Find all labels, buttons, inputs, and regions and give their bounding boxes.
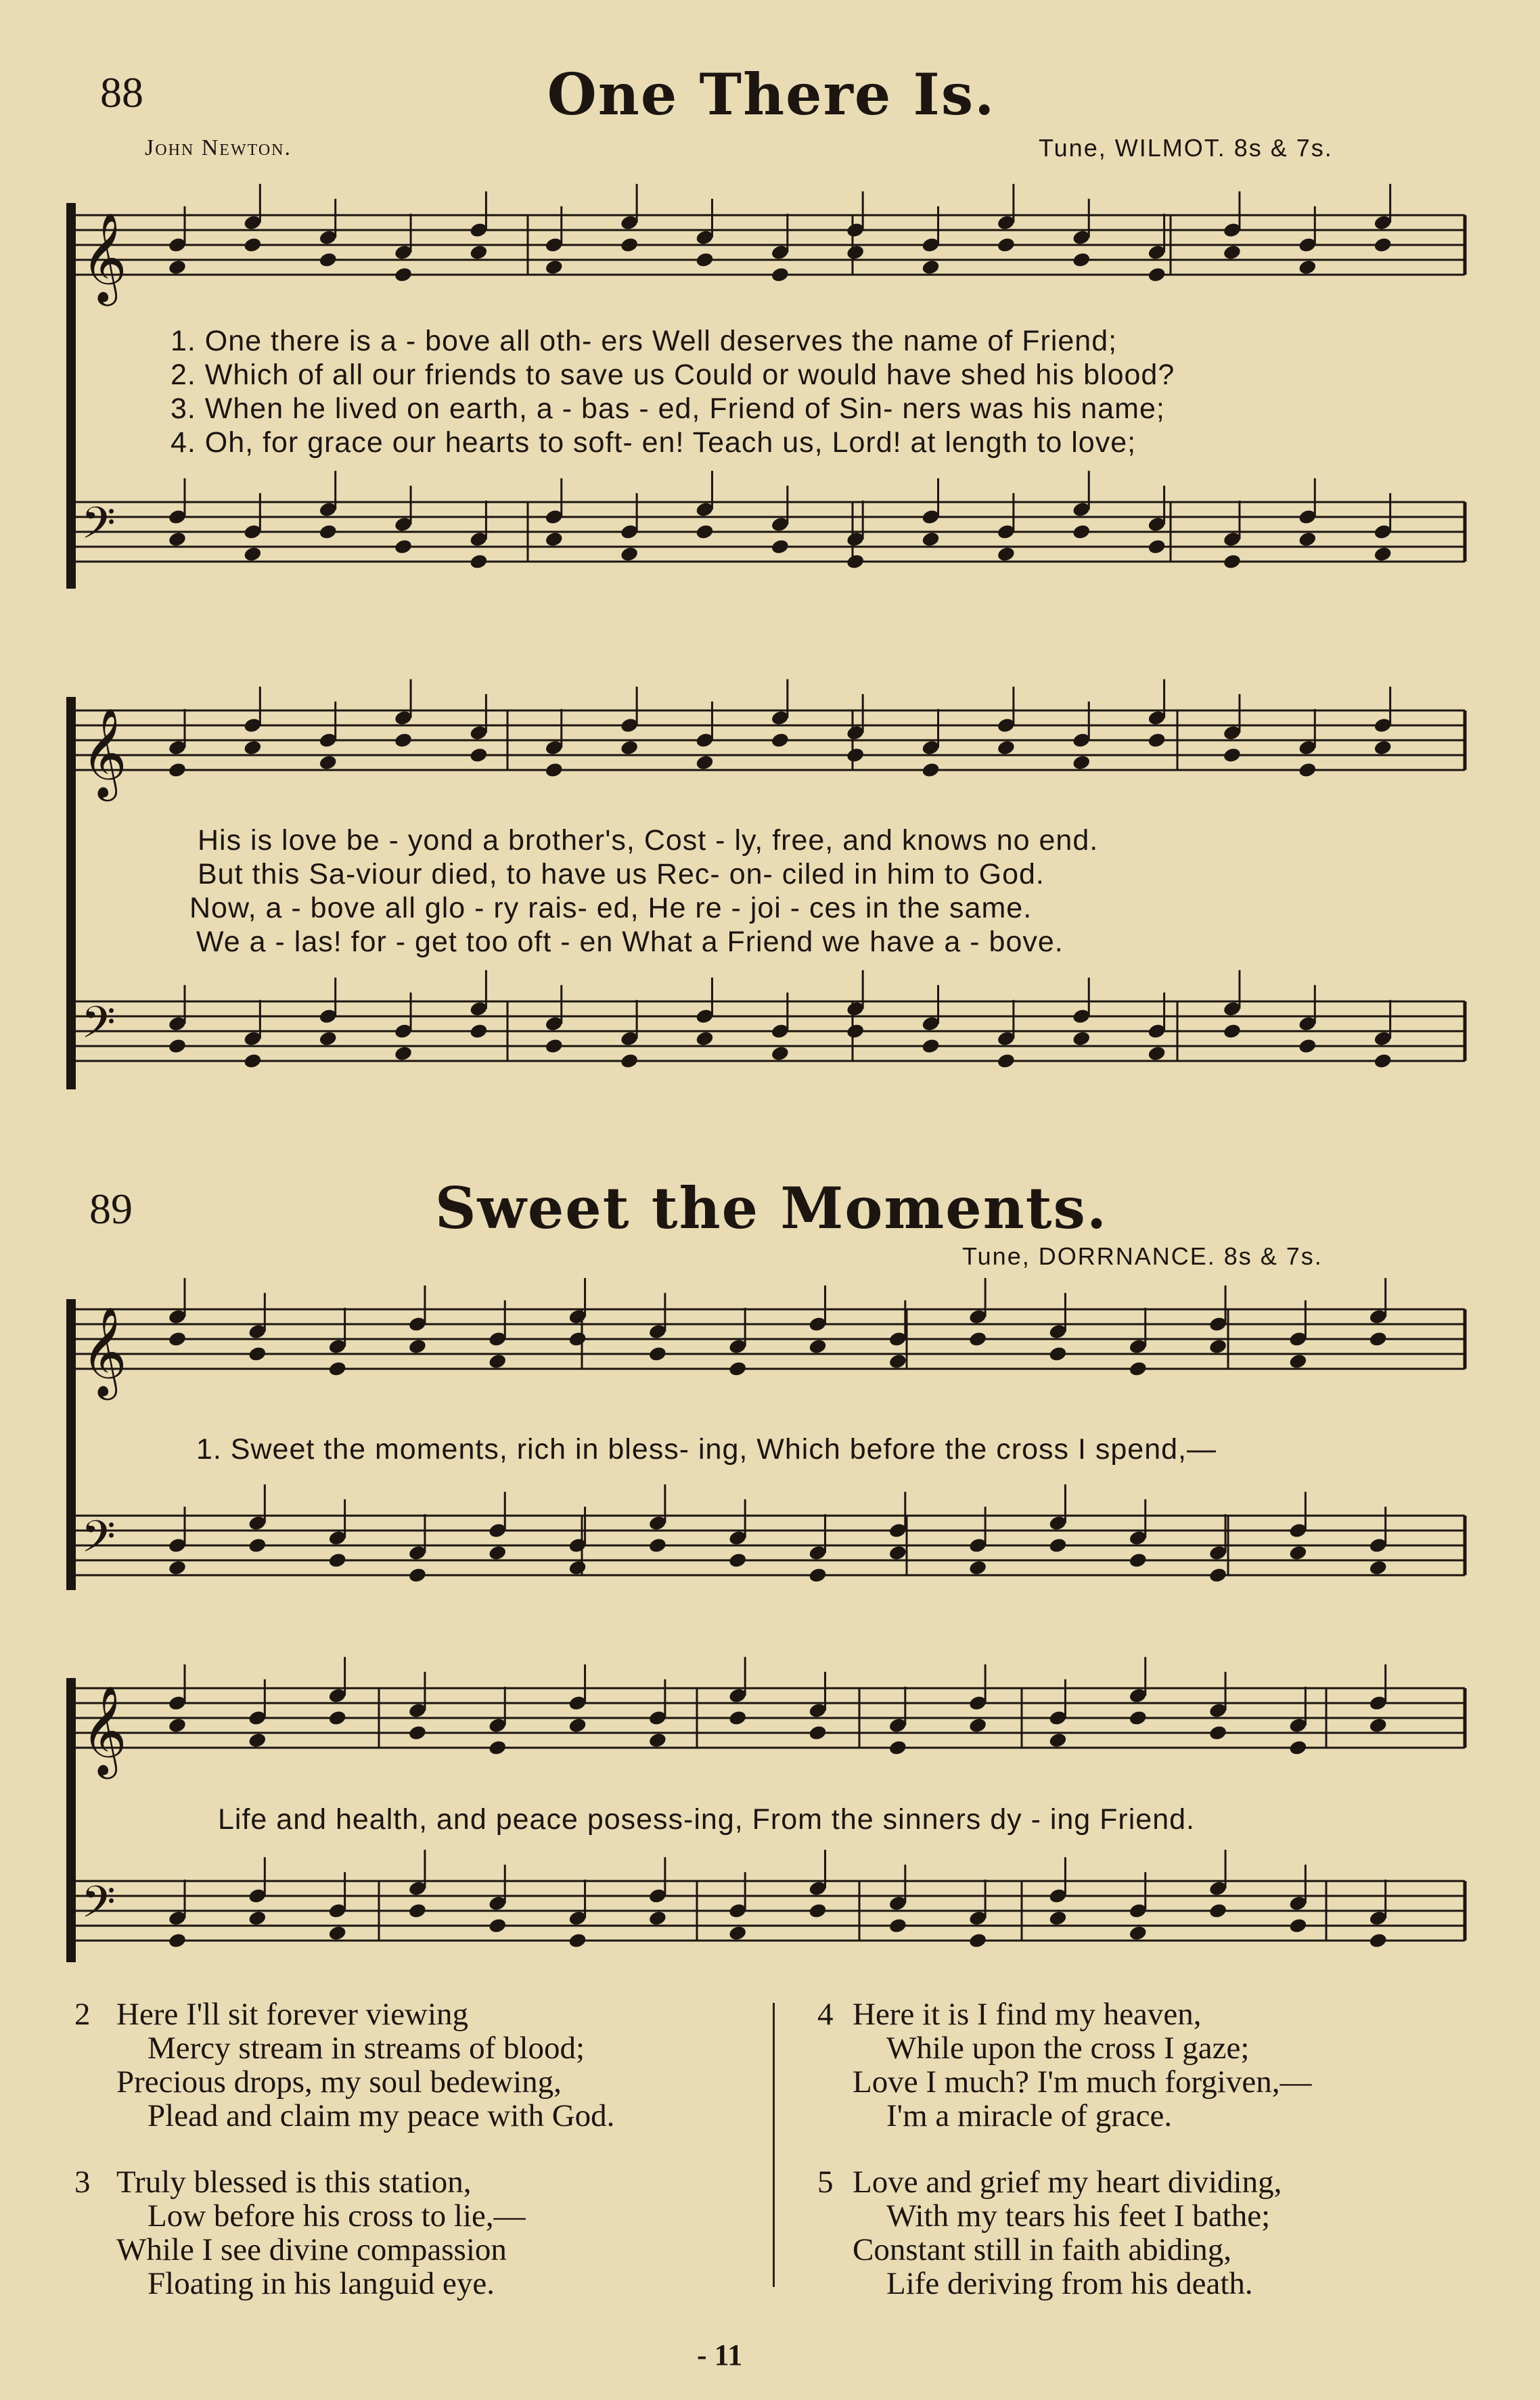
note-head <box>544 1037 564 1054</box>
note-head <box>1368 1717 1388 1734</box>
note-head <box>243 739 263 756</box>
note-head <box>1208 1902 1228 1919</box>
note-head <box>488 1544 507 1561</box>
bass-clef: 𝄢 <box>81 996 116 1059</box>
verse-line: Love I much? I'm much forgiven,— <box>853 2064 1312 2100</box>
note-head <box>888 1353 907 1369</box>
note-head <box>808 1338 828 1355</box>
note-head <box>997 1052 1016 1069</box>
note-head <box>846 553 865 570</box>
note-head <box>1072 1030 1091 1047</box>
note-head <box>1072 251 1091 268</box>
note-head <box>168 1717 187 1734</box>
note-head <box>243 545 263 562</box>
note-head <box>1147 731 1167 748</box>
note-head <box>1298 1037 1317 1054</box>
note-head <box>318 1030 338 1047</box>
note-head <box>695 1030 715 1047</box>
note-head <box>544 530 564 547</box>
note-head <box>243 236 263 253</box>
note-head <box>846 1022 865 1039</box>
hymn-88-title: One There Is. <box>547 61 996 128</box>
hymn-89-lyric-line-1: 1. Sweet the moments, rich in bless- ing, Which before the cross I spend,— <box>196 1433 1217 1466</box>
note-head <box>1288 1544 1308 1561</box>
note-head <box>620 1052 639 1069</box>
note-head <box>620 739 639 756</box>
verse-number: 2 <box>74 1997 91 2032</box>
note-head <box>168 530 187 547</box>
verse-number: 5 <box>817 2165 834 2200</box>
note-head <box>408 1566 428 1583</box>
verse-line: Precious drops, my soul bedewing, <box>116 2064 562 2100</box>
note-head <box>1288 1917 1308 1934</box>
note-head <box>1147 538 1167 555</box>
hymn-88-lyric-verse-2: 2. Which of all our friends to save us Could or would have shed his blood? <box>171 359 1175 391</box>
note-head <box>1223 553 1242 570</box>
hymn-88-lyric-verse-4: 4. Oh, for grace our hearts to soft- en! Teach us, Lord! at length to love; <box>171 426 1137 459</box>
note-head <box>888 1739 907 1756</box>
treble-clef: 𝄞 <box>81 1685 127 1775</box>
note-head <box>968 1330 988 1347</box>
note-head <box>469 1022 489 1039</box>
note-head <box>248 1909 267 1926</box>
note-head <box>1208 1566 1228 1583</box>
note-head <box>1048 1909 1068 1926</box>
note-head <box>1373 545 1392 562</box>
note-head <box>1223 746 1242 763</box>
note-head <box>695 754 715 771</box>
verse-line: Here I'll sit forever viewing <box>116 1997 469 2032</box>
hymn-88-number: 88 <box>100 68 143 116</box>
note-head <box>808 1724 828 1741</box>
note-head <box>394 266 413 283</box>
note-head <box>1373 1052 1392 1069</box>
note-head <box>408 1902 428 1919</box>
treble-clef: 𝄞 <box>81 1306 127 1397</box>
note-head <box>1048 1731 1068 1748</box>
note-head <box>1208 1338 1228 1355</box>
note-head <box>469 244 489 261</box>
note-head <box>1048 1345 1068 1362</box>
note-head <box>488 1353 507 1369</box>
note-head <box>1368 1932 1388 1949</box>
note-head <box>248 1731 267 1748</box>
note-head <box>1368 1559 1388 1576</box>
note-head <box>568 1932 587 1949</box>
verse-line: Constant still in faith abiding, <box>853 2232 1232 2267</box>
note-head <box>695 251 715 268</box>
note-head <box>1072 523 1091 540</box>
note-head <box>168 1559 187 1576</box>
note-head <box>394 538 413 555</box>
note-head <box>1373 236 1392 253</box>
note-head <box>1288 1739 1308 1756</box>
note-head <box>1147 266 1167 283</box>
note-head <box>544 761 564 778</box>
note-head <box>568 1559 587 1576</box>
note-head <box>695 523 715 540</box>
note-head <box>327 1360 347 1377</box>
note-head <box>1072 754 1091 771</box>
verse-line: Life deriving from his death. <box>886 2266 1253 2301</box>
verse-line: Love and grief my heart dividing, <box>853 2165 1282 2200</box>
note-head <box>1298 258 1317 275</box>
note-head <box>921 258 941 275</box>
note-head <box>997 236 1016 253</box>
note-head <box>469 746 489 763</box>
note-head <box>1128 1360 1148 1377</box>
verse-line: While I see divine compassion <box>116 2232 507 2267</box>
treble-clef: 𝄞 <box>81 707 127 798</box>
verse-line: Truly blessed is this station, <box>116 2165 472 2200</box>
hymn-88-tune: Tune, WILMOT. 8s & 7s. <box>1039 134 1333 162</box>
note-head <box>728 1709 748 1726</box>
note-head <box>648 1731 668 1748</box>
note-head <box>808 1566 828 1583</box>
note-head <box>327 1552 347 1568</box>
note-head <box>648 1345 668 1362</box>
note-head <box>770 1045 790 1062</box>
note-head <box>394 731 413 748</box>
note-head <box>728 1360 748 1377</box>
note-head <box>469 553 489 570</box>
page-number: - 11 <box>697 2338 743 2372</box>
note-head <box>648 1537 668 1554</box>
note-head <box>168 1330 187 1347</box>
note-head <box>888 1917 907 1934</box>
note-head <box>243 1052 263 1069</box>
verse-number: 3 <box>74 2165 91 2200</box>
system-brace <box>66 1678 76 1962</box>
note-head <box>488 1739 507 1756</box>
verse-line: Floating in his languid eye. <box>148 2266 495 2301</box>
hymn-88-lyric-verse-1: 1. One there is a - bove all oth- ers Well deserves the name of Friend; <box>171 325 1118 357</box>
note-head <box>408 1338 428 1355</box>
note-head <box>248 1537 267 1554</box>
note-head <box>1223 244 1242 261</box>
note-head <box>846 746 865 763</box>
note-head <box>888 1544 907 1561</box>
system-brace <box>66 203 76 589</box>
verse-number: 4 <box>817 1997 834 2032</box>
note-head <box>1288 1353 1308 1369</box>
note-head <box>728 1552 748 1568</box>
verse-line: With my tears his feet I bathe; <box>886 2198 1271 2234</box>
note-head <box>997 545 1016 562</box>
note-head <box>728 1924 748 1941</box>
note-head <box>488 1917 507 1934</box>
note-head <box>968 1932 988 1949</box>
verse-line: While upon the cross I gaze; <box>886 2031 1250 2066</box>
note-head <box>1048 1537 1068 1554</box>
note-head <box>1298 530 1317 547</box>
note-head <box>568 1717 587 1734</box>
note-head <box>1298 761 1317 778</box>
note-head <box>168 761 187 778</box>
note-head <box>327 1924 347 1941</box>
note-head <box>648 1909 668 1926</box>
bass-clef: 𝄢 <box>81 497 116 560</box>
note-head <box>318 754 338 771</box>
hymn-88-lyric2-verse-2: But this Sa-viour died, to have us Rec- on- ciled in him to God. <box>198 858 1045 890</box>
note-head <box>1223 1022 1242 1039</box>
note-head <box>544 258 564 275</box>
note-head <box>1368 1330 1388 1347</box>
verse-line: I'm a miracle of grace. <box>886 2098 1173 2133</box>
note-head <box>968 1717 988 1734</box>
note-head <box>808 1902 828 1919</box>
note-head <box>770 266 790 283</box>
note-head <box>327 1709 347 1726</box>
column-divider <box>773 2003 775 2287</box>
note-head <box>921 530 941 547</box>
note-head <box>921 1037 941 1054</box>
note-head <box>997 739 1016 756</box>
note-head <box>248 1345 267 1362</box>
hymn-88-author: John Newton. <box>145 135 292 160</box>
note-head <box>620 545 639 562</box>
hymn-89-number: 89 <box>89 1185 133 1233</box>
note-head <box>168 1037 187 1054</box>
hymn-89-tune: Tune, DORRNANCE. 8s & 7s. <box>962 1242 1323 1270</box>
verse-line: Plead and claim my peace with God. <box>148 2098 615 2133</box>
verse-line: Here it is I find my heaven, <box>853 1997 1202 2032</box>
note-head <box>770 538 790 555</box>
system-brace <box>66 697 76 1089</box>
hymn-88-lyric-verse-3: 3. When he lived on earth, a - bas - ed, Friend of Sin- ners was his name; <box>171 392 1165 425</box>
note-head <box>770 731 790 748</box>
hymn-89-title: Sweet the Moments. <box>434 1175 1108 1242</box>
system-brace <box>66 1299 76 1590</box>
note-head <box>846 244 865 261</box>
note-head <box>168 1932 187 1949</box>
note-head <box>1128 1709 1148 1726</box>
note-head <box>1208 1724 1228 1741</box>
note-head <box>568 1330 587 1347</box>
hymn-88-lyric2-verse-1: His is love be - yond a brother's, Cost - ly, free, and knows no end. <box>198 824 1099 857</box>
note-head <box>1128 1924 1148 1941</box>
bass-clef: 𝄢 <box>81 1510 116 1573</box>
note-head <box>968 1559 988 1576</box>
note-head <box>168 258 187 275</box>
note-head <box>318 251 338 268</box>
note-head <box>408 1724 428 1741</box>
note-head <box>921 761 941 778</box>
note-head <box>318 523 338 540</box>
note-head <box>620 236 639 253</box>
hymn-88-lyric2-verse-3: Now, a - bove all glo - ry rais- ed, He re - joi - ces in the same. <box>189 892 1033 924</box>
verse-line: Low before his cross to lie,— <box>148 2198 526 2234</box>
verse-line: Mercy stream in streams of blood; <box>148 2031 585 2066</box>
hymn-88-lyric2-verse-4: We a - las! for - get too oft - en What a Friend we have a - bove. <box>196 926 1064 958</box>
bass-clef: 𝄢 <box>81 1876 116 1939</box>
note-head <box>1128 1552 1148 1568</box>
note-head <box>394 1045 413 1062</box>
note-head <box>1373 739 1392 756</box>
hymn-89-lyric-line-2: Life and health, and peace posess-ing, From the sinners dy - ing Friend. <box>218 1803 1195 1836</box>
note-head <box>1147 1045 1167 1062</box>
treble-clef: 𝄞 <box>81 212 127 302</box>
